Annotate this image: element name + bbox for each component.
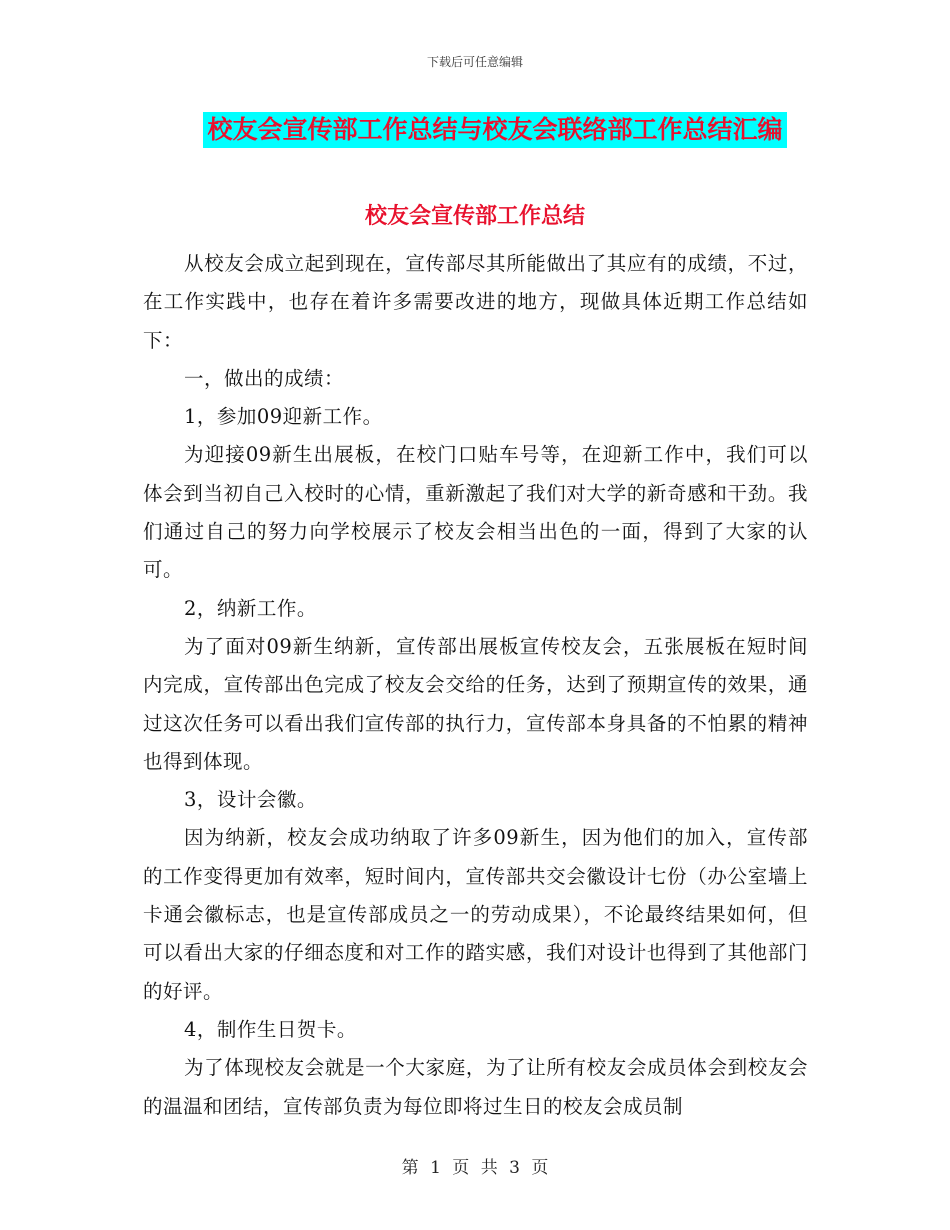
paragraph: 从校友会成立起到现在，宣传部尽其所能做出了其应有的成绩，不过，在工作实践中，也存在着许多需要改进的地方，现做具体近期工作总结如下： bbox=[143, 252, 808, 352]
main-title: 校友会宣传部工作总结与校友会联络部工作总结汇编 bbox=[203, 112, 786, 148]
document-body bbox=[143, 245, 808, 1126]
paragraph: 2，纳新工作。 bbox=[183, 596, 317, 620]
paragraph: 为迎接09新生出展板，在校门口贴车号等，在迎新工作中，我们可以体会到当初自己入校时的心情，重新激起了我们对大学的新奇感和干劲。我们通过自己的努力向学校展示了校友会相当出色的一面，得到了大家的认可。 bbox=[143, 443, 808, 582]
page-header-note: 下载后可任意编辑 bbox=[426, 55, 523, 69]
paragraph: 4，制作生日贺卡。 bbox=[183, 1017, 357, 1041]
paragraph: 1，参加09迎新工作。 bbox=[183, 405, 383, 429]
page-number-footer: 第 1 页 共 3 页 bbox=[401, 1158, 549, 1178]
paragraph: 为了面对09新生纳新，宣传部出展板宣传校友会，五张展板在短时间内完成，宣传部出色完成了校友会交给的任务，达到了预期宣传的效果，通过这次任务可以看出我们宣传部的执行力，宣传部本身具备的不怕累的精神也得到体现。 bbox=[143, 634, 808, 773]
section-title: 校友会宣传部工作总结 bbox=[364, 204, 585, 229]
paragraph: 因为纳新，校友会成功纳取了许多09新生，因为他们的加入，宣传部的工作变得更加有效率，短时间内，宣传部共交会徽设计七份（办公室墙上卡通会徽标志，也是宣传部成员之一的劳动成果），不论最终结果如何，但可以看出大家的仔细态度和对工作的踏实感，我们对设计也得到了其他部门的好评。 bbox=[143, 826, 808, 1003]
paragraph: 3，设计会徽。 bbox=[183, 788, 317, 812]
paragraph: 为了体现校友会就是一个大家庭，为了让所有校友会成员体会到校友会的温温和团结，宣传部负责为每位即将过生日的校友会成员制 bbox=[143, 1056, 808, 1118]
main-title-container bbox=[0, 112, 950, 148]
paragraph: 一，做出的成绩： bbox=[183, 366, 344, 390]
